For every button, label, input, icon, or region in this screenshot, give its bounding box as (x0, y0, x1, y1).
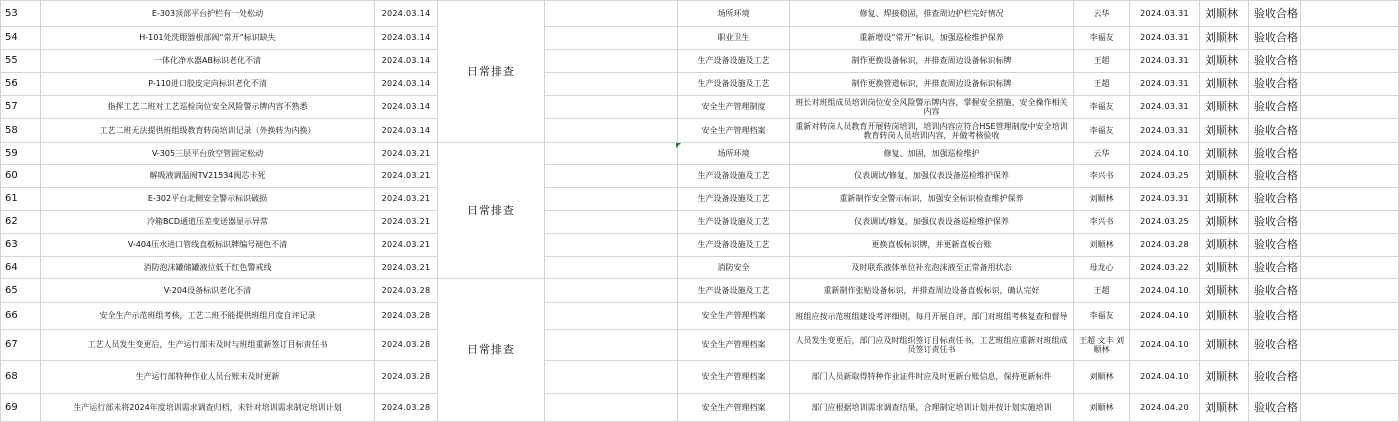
found-date-cell[interactable]: 2024.03.21 (375, 257, 438, 279)
category-cell[interactable]: 安全生产管理制度 (678, 96, 790, 119)
found-date-cell[interactable]: 2024.03.28 (375, 361, 438, 394)
found-date-cell[interactable]: 2024.03.14 (375, 27, 438, 50)
blank-cell[interactable] (545, 330, 678, 361)
found-date-cell[interactable]: 2024.03.14 (375, 73, 438, 96)
row-number[interactable]: 63 (1, 234, 41, 257)
blank-cell[interactable] (545, 303, 678, 330)
issue-cell[interactable]: 工艺二班无法提供班组级教育转岗培训记录（外换转为内换） (41, 119, 375, 143)
issue-cell[interactable]: E-303顶部平台护栏有一处松动 (41, 1, 375, 27)
row-number[interactable]: 64 (1, 257, 41, 279)
measure-cell[interactable]: 重新对转岗人员教育开展转岗培训，培训内容应符合HSE管理制度中安全培训教育转岗人员培训内容，并做考核验收 (790, 119, 1074, 143)
row-number[interactable]: 54 (1, 27, 41, 50)
table-row (1, 394, 1399, 422)
category-cell[interactable]: 生产设备设施及工艺 (678, 165, 790, 188)
responsible-cell[interactable]: 李福友 (1074, 303, 1130, 330)
blank-cell[interactable] (1301, 361, 1399, 394)
result-cell[interactable]: 验收合格 (1249, 165, 1301, 188)
blank-cell[interactable] (545, 211, 678, 234)
table-row (1, 50, 1399, 73)
found-date-cell[interactable]: 2024.03.28 (375, 330, 438, 361)
blank-cell[interactable] (1301, 394, 1399, 422)
complete-date-cell[interactable]: 2024.03.31 (1130, 119, 1200, 143)
blank-cell[interactable] (545, 73, 678, 96)
blank-cell[interactable] (545, 394, 678, 422)
row-number[interactable]: 59 (1, 143, 41, 165)
issue-cell[interactable]: 冷箱BCD通道压差变送器显示异常 (41, 211, 375, 234)
table-row (1, 257, 1399, 279)
blank-cell[interactable] (1301, 279, 1399, 303)
issue-cell[interactable]: V-404压水进口管线直板标识牌编号褪色不清 (41, 234, 375, 257)
issue-cell[interactable]: V-305三层平台放空管固定松动 (41, 143, 375, 165)
comment-marker-icon (676, 143, 681, 148)
category-cell[interactable]: 场所环境 (678, 1, 790, 27)
complete-date-cell[interactable]: 2024.03.31 (1130, 50, 1200, 73)
issue-cell[interactable]: 指挥工艺二班对工艺巡检岗位安全风险警示牌内容不熟悉 (41, 96, 375, 119)
blank-cell[interactable] (1301, 303, 1399, 330)
accepter-cell[interactable]: 刘顺林 (1200, 303, 1249, 330)
found-date-cell[interactable]: 2024.03.14 (375, 1, 438, 27)
table-row (1, 330, 1399, 361)
measure-cell[interactable]: 修复、焊接稳固，排查周边护栏完好情况 (790, 1, 1074, 27)
table-row (1, 188, 1399, 211)
accepter-cell[interactable]: 刘顺林 (1200, 73, 1249, 96)
responsible-cell[interactable]: 王超 (1074, 279, 1130, 303)
row-number[interactable]: 55 (1, 50, 41, 73)
issue-cell[interactable]: 生产运行部未将2024年度培训需求调查归档，未针对培训需求制定培训计划 (41, 394, 375, 422)
measure-cell[interactable]: 仪表调试/修复，加强仪表设备巡检维护保养 (790, 165, 1074, 188)
measure-cell[interactable]: 重新制作安全警示标识，加强安全标识检查维护保养 (790, 188, 1074, 211)
row-number[interactable]: 69 (1, 394, 41, 422)
row-number[interactable]: 56 (1, 73, 41, 96)
blank-cell[interactable] (545, 188, 678, 211)
result-cell[interactable]: 验收合格 (1249, 211, 1301, 234)
accepter-cell[interactable]: 刘顺林 (1200, 211, 1249, 234)
blank-cell[interactable] (545, 257, 678, 279)
result-cell[interactable]: 验收合格 (1249, 257, 1301, 279)
complete-date-cell[interactable]: 2024.03.31 (1130, 27, 1200, 50)
row-number[interactable]: 57 (1, 96, 41, 119)
complete-date-cell[interactable]: 2024.03.25 (1130, 165, 1200, 188)
blank-cell[interactable] (1301, 119, 1399, 143)
complete-date-cell[interactable]: 2024.04.10 (1130, 303, 1200, 330)
measure-cell[interactable]: 人员发生变更后，部门应及时组织签订目标责任书，工艺班组应重新对班组成员签订责任书 (790, 330, 1074, 361)
complete-date-cell[interactable]: 2024.04.10 (1130, 330, 1200, 361)
found-date-cell[interactable]: 2024.03.21 (375, 188, 438, 211)
issue-cell[interactable]: 一体化净水器AB标识老化不清 (41, 50, 375, 73)
accepter-cell[interactable]: 刘顺林 (1200, 1, 1249, 27)
measure-cell[interactable]: 制作更换管道标识，并排查周边设备标识标牌 (790, 73, 1074, 96)
complete-date-cell[interactable]: 2024.03.31 (1130, 73, 1200, 96)
measure-cell[interactable]: 部门人员新取得特种作业证件时应及时更新台账信息，保持更新标件 (790, 361, 1074, 394)
category-cell[interactable]: 生产设备设施及工艺 (678, 188, 790, 211)
accepter-cell[interactable]: 刘顺林 (1200, 27, 1249, 50)
blank-cell[interactable] (1301, 143, 1399, 165)
accepter-cell[interactable]: 刘顺林 (1200, 96, 1249, 119)
inspection-type-cell[interactable]: 日常排查 (438, 279, 545, 422)
category-cell[interactable]: 生产设备设施及工艺 (678, 279, 790, 303)
blank-cell[interactable] (545, 96, 678, 119)
responsible-cell[interactable]: 刘顺林 (1074, 394, 1130, 422)
category-cell[interactable]: 消防安全 (678, 257, 790, 279)
blank-cell[interactable] (1301, 50, 1399, 73)
category-cell[interactable]: 安全生产管理档案 (678, 361, 790, 394)
blank-cell[interactable] (545, 165, 678, 188)
responsible-cell[interactable]: 云华 (1074, 143, 1130, 165)
blank-cell[interactable] (1301, 188, 1399, 211)
measure-cell[interactable]: 重新增设“常开”标识，加强巡检维护保养 (790, 27, 1074, 50)
issue-cell[interactable]: P-110进口胶皮定向标识老化不清 (41, 73, 375, 96)
blank-cell[interactable] (545, 50, 678, 73)
category-cell[interactable]: 生产设备设施及工艺 (678, 73, 790, 96)
complete-date-cell[interactable]: 2024.03.25 (1130, 211, 1200, 234)
accepter-cell[interactable]: 刘顺林 (1200, 257, 1249, 279)
result-cell[interactable]: 验收合格 (1249, 330, 1301, 361)
row-number[interactable]: 65 (1, 279, 41, 303)
issue-cell[interactable]: 消防泡沫罐储罐液位低于红色警戒线 (41, 257, 375, 279)
issue-cell[interactable]: 安全生产示范班组考核，工艺二班不能提供班组月度自评记录 (41, 303, 375, 330)
blank-cell[interactable] (545, 361, 678, 394)
result-cell[interactable]: 验收合格 (1249, 96, 1301, 119)
blank-cell[interactable] (1301, 96, 1399, 119)
result-cell[interactable]: 验收合格 (1249, 303, 1301, 330)
category-cell[interactable]: 安全生产管理档案 (678, 119, 790, 143)
row-number[interactable]: 66 (1, 303, 41, 330)
category-cell[interactable]: 生产设备设施及工艺 (678, 234, 790, 257)
category-cell[interactable]: 场所环境 (678, 143, 790, 165)
found-date-cell[interactable]: 2024.03.14 (375, 119, 438, 143)
result-cell[interactable]: 验收合格 (1249, 73, 1301, 96)
responsible-cell[interactable]: 云华 (1074, 1, 1130, 27)
issue-cell[interactable]: 生产运行部特种作业人员台账未及时更新 (41, 361, 375, 394)
result-cell[interactable]: 验收合格 (1249, 234, 1301, 257)
blank-cell[interactable] (1301, 330, 1399, 361)
issue-cell[interactable]: V-204设备标识老化不清 (41, 279, 375, 303)
row-number[interactable]: 61 (1, 188, 41, 211)
category-cell[interactable]: 生产设备设施及工艺 (678, 211, 790, 234)
issue-cell[interactable]: 工艺人员发生变更后，生产运行部未及时与班组重新签订目标责任书 (41, 330, 375, 361)
measure-cell[interactable]: 仪表调试/修复，加强仪表设备巡检维护保养 (790, 211, 1074, 234)
table-row (1, 73, 1399, 96)
table-row (1, 27, 1399, 50)
accepter-cell[interactable]: 刘顺林 (1200, 119, 1249, 143)
complete-date-cell[interactable]: 2024.04.10 (1130, 279, 1200, 303)
responsible-cell[interactable]: 李兴书 (1074, 165, 1130, 188)
found-date-cell[interactable]: 2024.03.14 (375, 50, 438, 73)
blank-cell[interactable] (545, 119, 678, 143)
blank-cell[interactable] (1301, 165, 1399, 188)
issue-cell[interactable]: 解吸液调温阀TV21534阀芯卡死 (41, 165, 375, 188)
found-date-cell[interactable]: 2024.03.21 (375, 165, 438, 188)
table-row (1, 211, 1399, 234)
table-row (1, 303, 1399, 330)
responsible-cell[interactable]: 李福友 (1074, 119, 1130, 143)
responsible-cell[interactable]: 李兴书 (1074, 211, 1130, 234)
blank-cell[interactable] (1301, 27, 1399, 50)
blank-cell[interactable] (545, 143, 678, 165)
responsible-cell[interactable]: 王超 (1074, 50, 1130, 73)
accepter-cell[interactable]: 刘顺林 (1200, 188, 1249, 211)
blank-cell[interactable] (1301, 234, 1399, 257)
result-cell[interactable]: 验收合格 (1249, 361, 1301, 394)
result-cell[interactable]: 验收合格 (1249, 188, 1301, 211)
complete-date-cell[interactable]: 2024.03.28 (1130, 234, 1200, 257)
measure-cell[interactable]: 制作更换设备标识，并排查周边设备标识标牌 (790, 50, 1074, 73)
complete-date-cell[interactable]: 2024.03.22 (1130, 257, 1200, 279)
row-number[interactable]: 53 (1, 1, 41, 27)
inspection-type-cell[interactable]: 日常排查 (438, 1, 545, 143)
responsible-cell[interactable]: 王超 (1074, 73, 1130, 96)
issue-cell[interactable]: E-302平台北侧安全警示标识破损 (41, 188, 375, 211)
complete-date-cell[interactable]: 2024.03.31 (1130, 96, 1200, 119)
accepter-cell[interactable]: 刘顺林 (1200, 361, 1249, 394)
responsible-cell[interactable]: 刘顺林 (1074, 361, 1130, 394)
category-cell[interactable]: 职业卫生 (678, 27, 790, 50)
row-number[interactable]: 58 (1, 119, 41, 143)
responsible-cell[interactable]: 刘顺林 (1074, 188, 1130, 211)
blank-cell[interactable] (1301, 257, 1399, 279)
issue-cell[interactable]: H-101处洗眼器根部阀“常开”标识缺失 (41, 27, 375, 50)
accepter-cell[interactable]: 刘顺林 (1200, 165, 1249, 188)
table-row (1, 279, 1399, 303)
blank-cell[interactable] (1301, 73, 1399, 96)
result-cell[interactable]: 验收合格 (1249, 143, 1301, 165)
measure-cell[interactable]: 更换直板标识牌，并更新直板台账 (790, 234, 1074, 257)
category-cell[interactable]: 安全生产管理档案 (678, 303, 790, 330)
responsible-cell[interactable]: 李福友 (1074, 27, 1130, 50)
blank-cell[interactable] (545, 279, 678, 303)
accepter-cell[interactable]: 刘顺林 (1200, 234, 1249, 257)
accepter-cell[interactable]: 刘顺林 (1200, 143, 1249, 165)
responsible-cell[interactable]: 刘顺林 (1074, 234, 1130, 257)
found-date-cell[interactable]: 2024.03.21 (375, 234, 438, 257)
table-row (1, 1, 1399, 27)
found-date-cell[interactable]: 2024.03.14 (375, 96, 438, 119)
result-cell[interactable]: 验收合格 (1249, 279, 1301, 303)
category-cell[interactable]: 安全生产管理档案 (678, 330, 790, 361)
found-date-cell[interactable]: 2024.03.28 (375, 303, 438, 330)
category-cell[interactable]: 安全生产管理档案 (678, 394, 790, 422)
found-date-cell[interactable]: 2024.03.28 (375, 279, 438, 303)
found-date-cell[interactable]: 2024.03.28 (375, 394, 438, 422)
table-row (1, 361, 1399, 394)
blank-cell[interactable] (545, 1, 678, 27)
result-cell[interactable]: 验收合格 (1249, 27, 1301, 50)
measure-cell[interactable]: 修复、加固，加强巡检维护 (790, 143, 1074, 165)
measure-cell[interactable]: 班长对班组成员培训岗位安全风险警示牌内容，掌握安全措施、安全操作相关内容 (790, 96, 1074, 119)
table-row (1, 96, 1399, 119)
table-row (1, 165, 1399, 188)
category-cell[interactable]: 生产设备设施及工艺 (678, 50, 790, 73)
complete-date-cell[interactable]: 2024.04.10 (1130, 143, 1200, 165)
blank-cell[interactable] (1301, 1, 1399, 27)
measure-cell[interactable]: 班组应按示范班组建设考评细则，每月开展自评，部门对班组考核复查和督导 (790, 303, 1074, 330)
measure-cell[interactable]: 部门应根据培训需求调查结果，合理制定培训计划并按计划实施培训 (790, 394, 1074, 422)
responsible-cell[interactable]: 母龙心 (1074, 257, 1130, 279)
blank-cell[interactable] (545, 27, 678, 50)
complete-date-cell[interactable]: 2024.04.10 (1130, 361, 1200, 394)
complete-date-cell[interactable]: 2024.03.31 (1130, 1, 1200, 27)
found-date-cell[interactable]: 2024.03.21 (375, 143, 438, 165)
result-cell[interactable]: 验收合格 (1249, 394, 1301, 422)
blank-cell[interactable] (1301, 211, 1399, 234)
accepter-cell[interactable]: 刘顺林 (1200, 50, 1249, 73)
result-cell[interactable]: 验收合格 (1249, 119, 1301, 143)
row-number[interactable]: 68 (1, 361, 41, 394)
blank-cell[interactable] (545, 234, 678, 257)
complete-date-cell[interactable]: 2024.03.31 (1130, 188, 1200, 211)
row-number[interactable]: 62 (1, 211, 41, 234)
accepter-cell[interactable]: 刘顺林 (1200, 394, 1249, 422)
accepter-cell[interactable]: 刘顺林 (1200, 330, 1249, 361)
measure-cell[interactable]: 重新制作张贴设备标识，并排查周边设备直板标识，确认完好 (790, 279, 1074, 303)
result-cell[interactable]: 验收合格 (1249, 1, 1301, 27)
responsible-cell[interactable]: 王超 文丰 刘顺林 (1074, 330, 1130, 361)
table-row (1, 143, 1399, 165)
responsible-cell[interactable]: 李福友 (1074, 96, 1130, 119)
inspection-type-cell[interactable]: 日常排查 (438, 143, 545, 279)
measure-cell[interactable]: 及时联系液体单位补充泡沫液至正常备用状态 (790, 257, 1074, 279)
result-cell[interactable]: 验收合格 (1249, 50, 1301, 73)
table-row (1, 119, 1399, 143)
accepter-cell[interactable]: 刘顺林 (1200, 279, 1249, 303)
row-number[interactable]: 67 (1, 330, 41, 361)
complete-date-cell[interactable]: 2024.04.20 (1130, 394, 1200, 422)
found-date-cell[interactable]: 2024.03.21 (375, 211, 438, 234)
row-number[interactable]: 60 (1, 165, 41, 188)
table-row (1, 234, 1399, 257)
